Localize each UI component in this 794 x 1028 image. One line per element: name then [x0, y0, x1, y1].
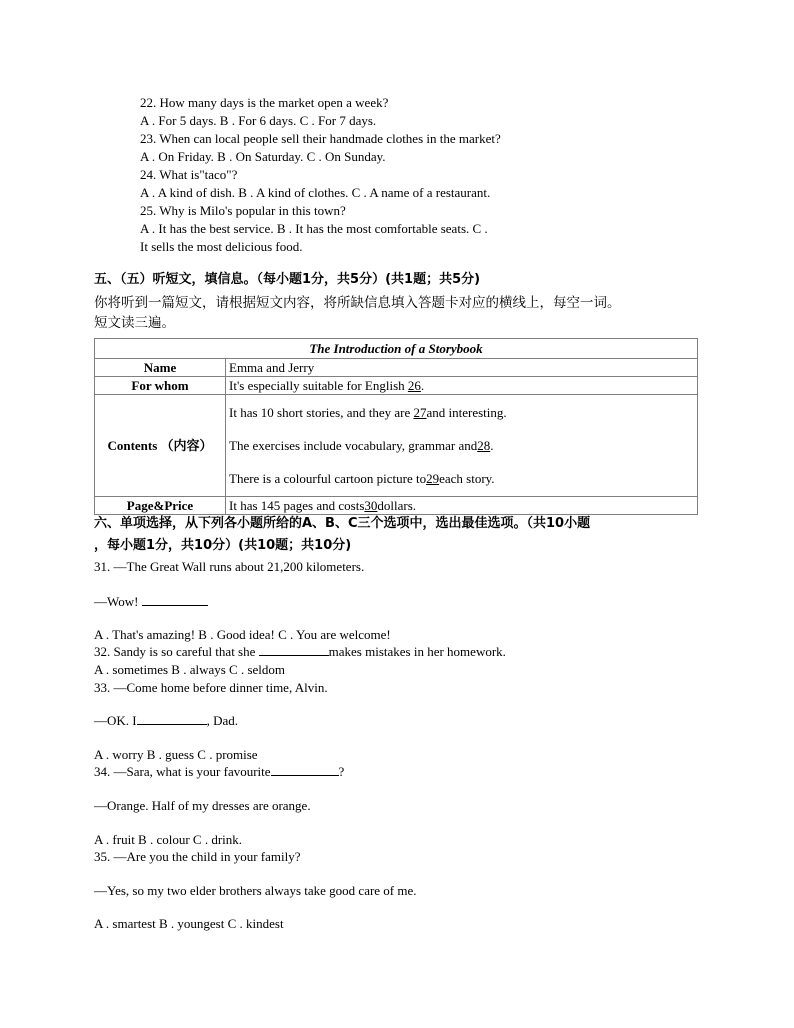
question-23-options: A . On Friday. B . On Saturday. C . On Sunday. — [140, 149, 386, 164]
answer-blank-34[interactable] — [271, 775, 339, 776]
storybook-info-table — [94, 338, 698, 515]
question-23: 23. When can local people sell their handmade clothes in the market? — [140, 131, 501, 146]
question-24: 24. What is"taco"? — [140, 167, 238, 182]
answer-blank-33[interactable] — [137, 724, 207, 725]
section5-heading: 五、（五）听短文，填信息。（每小题1分，共5分）(共1题；共5分) — [94, 272, 481, 287]
for-whom-value: It's especially suitable for English 26. — [226, 377, 698, 395]
question-34: 34. —Sara, what is your favourite ? — [94, 764, 345, 779]
page-price-label: Page&Price — [95, 497, 226, 515]
table-title: The Introduction of a Storybook — [95, 339, 698, 359]
contents-label: Contents （内容） — [95, 395, 226, 497]
contents-value: It has 10 short stories, and they are 27and interesting. The exercises include vocabulary, grammar and28. There is a colourful cartoon picture to29each story. — [226, 395, 698, 497]
name-value: Emma and Jerry — [226, 359, 698, 377]
question-33-reply: —OK. I , Dad. — [94, 713, 239, 728]
blank-28[interactable]: 28 — [477, 438, 491, 453]
blank-27[interactable]: 27 — [413, 405, 427, 420]
question-33-options: A . worry B . guess C . promise — [94, 747, 258, 762]
question-25-options-line2: It sells the most delicious food. — [140, 239, 303, 254]
question-22: 22. How many days is the market open a week? — [140, 95, 389, 110]
question-34-options: A . fruit B . colour C . drink. — [94, 832, 243, 847]
answer-blank-31[interactable] — [142, 605, 208, 606]
answer-blank-32[interactable] — [259, 655, 329, 656]
blank-29[interactable]: 29 — [426, 471, 440, 486]
page-price-value: It has 145 pages and costs30dollars. — [226, 497, 698, 515]
for-whom-label: For whom — [95, 377, 226, 395]
question-35: 35. —Are you the child in your family? — [94, 849, 301, 864]
question-24-options: A . A kind of dish. B . A kind of clothes. C . A name of a restaurant. — [140, 185, 491, 200]
question-31-options: A . That's amazing! B . Good idea! C . You are welcome! — [94, 627, 391, 642]
question-22-options: A . For 5 days. B . For 6 days. C . For 7 days. — [140, 113, 377, 128]
section6-heading-line1: 六、单项选择，从下列各小题所给的A、B、C三个选项中，选出最佳选项。（共10小题 — [94, 516, 591, 531]
question-25: 25. Why is Milo's popular in this town? — [140, 203, 346, 218]
question-32: 32. Sandy is so careful that she makes mistakes in her homework. — [94, 644, 506, 659]
question-31: 31. —The Great Wall runs about 21,200 kilometers. — [94, 559, 365, 574]
blank-26[interactable]: 26 — [407, 378, 421, 393]
question-32-options: A . sometimes B . always C . seldom — [94, 662, 286, 677]
blank-30[interactable]: 30 — [364, 498, 378, 513]
question-25-options-line1: A . It has the best service. B . It has the most comfortable seats. C . — [140, 221, 488, 236]
question-35-reply: —Yes, so my two elder brothers always take good care of me. — [94, 883, 417, 898]
section5-instruction-line1: 你将听到一篇短文，请根据短文内容，将所缺信息填入答题卡对应的横线上，每空一词。 — [94, 295, 621, 311]
question-34-reply: —Orange. Half of my dresses are orange. — [94, 798, 311, 813]
section6-heading-line2: ，每小题1分，共10分）(共10题；共10分) — [94, 538, 352, 553]
name-label: Name — [95, 359, 226, 377]
question-35-options: A . smartest B . youngest C . kindest — [94, 916, 284, 931]
question-31-reply: —Wow! — [94, 594, 208, 610]
question-33: 33. —Come home before dinner time, Alvin. — [94, 680, 328, 695]
section5-instruction-line2: 短文读三遍。 — [94, 315, 175, 331]
